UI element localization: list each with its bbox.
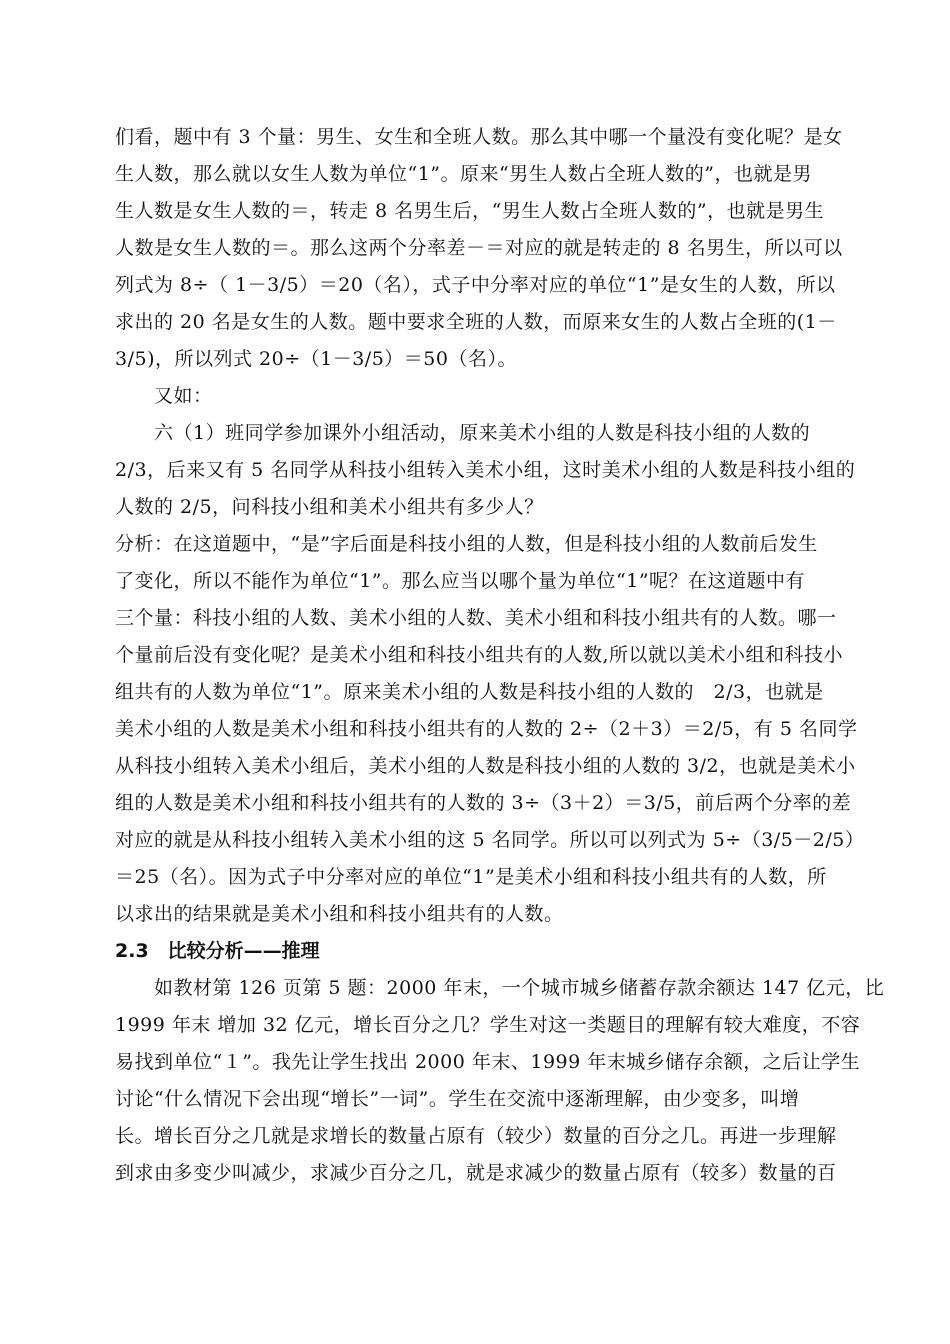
text-line: 从科技小组转入美术小组后，美术小组的人数是科技小组的人数的 3/2，也就是美术小 — [115, 755, 856, 777]
text-line: 生人数，那么就以女生人数为单位“1”。原来“男生人数占全班人数的”，也就是男 — [115, 163, 812, 185]
text-line: 以求出的结果就是美术小组和科技小组共有的人数。 — [115, 903, 564, 925]
text-line: 分析：在这道题中，“是”字后面是科技小组的人数，但是科技小组的人数前后发生 — [115, 533, 818, 555]
text-line: 们看，题中有 3 个量：男生、女生和全班人数。那么其中哪一个量没有变化呢？是女 — [115, 126, 843, 148]
text-line: 六（1）班同学参加课外小组活动，原来美术小组的人数是科技小组的人数的 — [115, 422, 811, 444]
text-line: 美术小组的人数是美术小组和科技小组共有的人数的 2÷（2＋3）＝2/5，有 5 名同学 — [115, 718, 858, 740]
text-line: 1999 年末 增加 32 亿元，增长百分之几？学生对这一类题目的理解有较大难度，不容 — [115, 1014, 861, 1036]
text-line: 组的人数是美术小组和科技小组共有的人数的 3÷（3＋2）＝3/5，前后两个分率的差 — [115, 792, 852, 814]
text-line: 求出的 20 名是女生的人数。题中要求全班的人数，而原来女生的人数占全班的(1－ — [115, 311, 837, 333]
text-line: ＝25（名）。因为式子中分率对应的单位“1”是美术小组和科技小组共有的人数，所 — [115, 866, 827, 888]
text-line: 长。增长百分之几就是求增长的数量占原有（较少）数量的百分之几。再进一步理解 — [115, 1125, 837, 1147]
text-line: 组共有的人数为单位“1”。原来美术小组的人数是科技小组的人数的 2/3，也就是 — [115, 681, 824, 703]
text-line: 讨论“什么情况下会出现“增长”一词”。学生在交流中逐渐理解，由少变多，叫增 — [115, 1088, 800, 1110]
text-line: 如教材第 126 页第 5 题：2000 年末，一个城市城乡储蓄存款余额达 147 亿元，比 — [115, 977, 885, 999]
text-line: 生人数是女生人数的＝，转走 8 名男生后，“男生人数占全班人数的”，也就是男生 — [115, 200, 825, 222]
text-line: 到求由多变少叫减少，求减少百分之几，就是求减少的数量占原有（较多）数量的百 — [115, 1162, 837, 1184]
text-line: 易找到单位“１”。我先让学生找出 2000 年末、1999 年末城乡储存余额，之后让学生 — [115, 1051, 861, 1073]
text-line: 三个量：科技小组的人数、美术小组的人数、美术小组和科技小组共有的人数。哪一 — [115, 607, 837, 629]
section-heading: 2.3 比较分析——推理 — [115, 940, 320, 962]
text-line: 人数的 2/5，问科技小组和美术小组共有多少人？ — [115, 496, 544, 518]
text-line: 3/5)，所以列式 20÷（1－3/5）＝50（名）。 — [115, 348, 517, 370]
text-line: 列式为 8÷（ 1－3/5）＝20（名），式子中分率对应的单位“1”是女生的人数，所以 — [115, 274, 836, 296]
text-line: 2/3，后来又有 5 名同学从科技小组转入美术小组，这时美术小组的人数是科技小组的 — [115, 459, 856, 481]
text-line: 对应的就是从科技小组转入美术小组的这 5 名同学。所以可以列式为 5÷（3/5－2/5） — [115, 829, 865, 851]
text-line: 又如： — [115, 385, 213, 407]
text-line: 了变化，所以不能作为单位“1”。那么应当以哪个量为单位“1”呢？在这道题中有 — [115, 570, 806, 592]
text-line: 个量前后没有变化呢？是美术小组和科技小组共有的人数,所以就以美术小组和科技小 — [115, 644, 844, 666]
text-line: 人数是女生人数的＝。那么这两个分率差－＝对应的就是转走的 8 名男生，所以可以 — [115, 237, 843, 259]
